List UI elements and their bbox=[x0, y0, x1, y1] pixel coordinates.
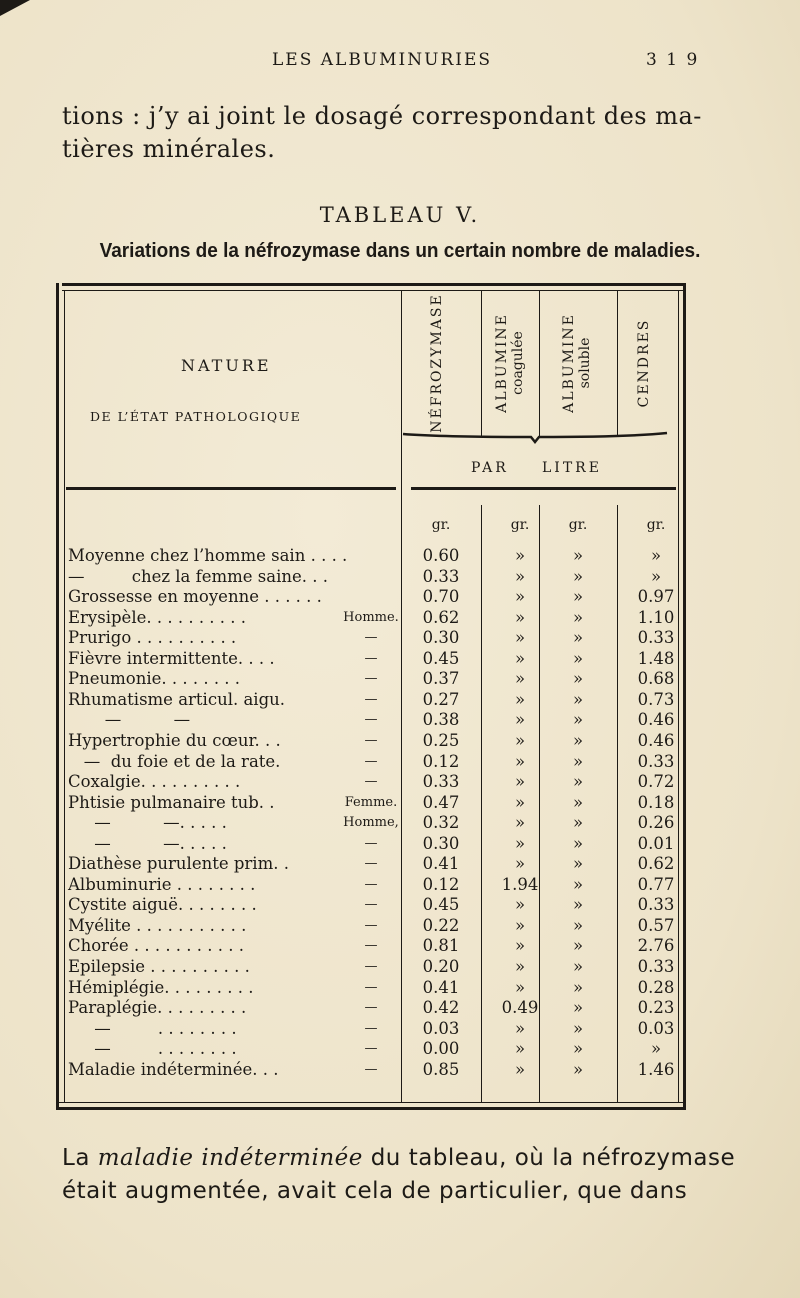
value-albumine-coagulee: » bbox=[514, 813, 526, 833]
row-disease-name: Fièvre intermittente. . . . bbox=[68, 648, 275, 668]
value-nefrozymase: 0.60 bbox=[422, 546, 460, 565]
row-sex-note: — bbox=[364, 774, 378, 790]
value-albumine-coagulee: » bbox=[514, 566, 526, 586]
row-sex-note: — bbox=[364, 1000, 378, 1016]
table-row bbox=[66, 895, 676, 916]
value-nefrozymase: 0.27 bbox=[422, 689, 460, 709]
row-disease-name: Albuminurie . . . . . . . . bbox=[68, 874, 256, 894]
value-albumine-coagulee: » bbox=[514, 710, 526, 730]
table-row bbox=[66, 936, 676, 957]
value-nefrozymase: 0.32 bbox=[422, 813, 460, 833]
value-nefrozymase: 0.62 bbox=[422, 607, 460, 627]
value-albumine-soluble: » bbox=[572, 566, 584, 586]
table-row bbox=[66, 669, 676, 690]
value-albumine-soluble: » bbox=[572, 1059, 584, 1079]
row-sex-note: — bbox=[364, 917, 378, 933]
header-rule bbox=[411, 487, 676, 490]
table-row bbox=[66, 978, 676, 999]
table-row bbox=[66, 875, 676, 896]
value-albumine-soluble: » bbox=[572, 936, 584, 956]
table-border bbox=[56, 1102, 686, 1103]
value-albumine-soluble: » bbox=[572, 874, 584, 894]
table-row bbox=[66, 587, 676, 608]
header-pathological-state: DE L’ÉTAT PATHOLOGIQUE bbox=[90, 409, 302, 424]
value-albumine-coagulee: 1.94 bbox=[501, 874, 539, 894]
value-albumine-coagulee: » bbox=[514, 587, 526, 607]
value-nefrozymase: 0.81 bbox=[422, 936, 460, 956]
row-disease-name: — —. . . . . bbox=[68, 833, 227, 853]
row-sex-note: — bbox=[364, 1020, 378, 1036]
corner-ink-mark bbox=[0, 0, 30, 16]
value-nefrozymase: 0.25 bbox=[422, 730, 460, 750]
value-cendres: 0.46 bbox=[637, 730, 675, 750]
row-disease-name: Chorée . . . . . . . . . . . bbox=[68, 936, 244, 956]
value-albumine-coagulee: » bbox=[514, 936, 526, 956]
intro-paragraph bbox=[62, 100, 702, 166]
row-disease-name: — chez la femme saine. . . bbox=[68, 566, 329, 586]
value-nefrozymase: 0.12 bbox=[422, 874, 460, 894]
row-sex-note: — bbox=[364, 630, 378, 646]
value-albumine-soluble: » bbox=[572, 1018, 584, 1038]
value-albumine-soluble: » bbox=[572, 792, 584, 812]
value-cendres: 0.33 bbox=[637, 895, 675, 915]
value-albumine-coagulee: » bbox=[514, 689, 526, 709]
data-table bbox=[56, 283, 686, 1110]
value-cendres: 0.33 bbox=[637, 957, 675, 976]
value-nefrozymase: 0.20 bbox=[422, 957, 460, 976]
value-nefrozymase: 0.30 bbox=[422, 833, 460, 853]
row-disease-name: Hypertrophie du cœur. . . bbox=[68, 730, 281, 750]
table-border bbox=[62, 290, 686, 291]
row-disease-name: Diathèse purulente prim. . bbox=[68, 854, 289, 874]
row-sex-note: — bbox=[364, 753, 378, 769]
value-nefrozymase: 0.42 bbox=[422, 998, 460, 1018]
value-nefrozymase: 0.37 bbox=[422, 669, 460, 689]
table-row bbox=[66, 752, 676, 773]
value-cendres: 0.01 bbox=[637, 833, 675, 853]
value-albumine-coagulee: » bbox=[514, 792, 526, 812]
value-nefrozymase: 0.41 bbox=[422, 977, 460, 997]
value-cendres: 1.46 bbox=[637, 1059, 675, 1079]
value-cendres: 0.18 bbox=[637, 792, 675, 812]
row-sex-note: Homme, bbox=[343, 815, 399, 831]
value-cendres: 1.10 bbox=[637, 607, 675, 627]
row-disease-name: Grossesse en moyenne . . . . . . bbox=[68, 587, 322, 607]
outro-line: La maladie indéterminée du tableau, où la néfrozymase bbox=[62, 1145, 736, 1171]
value-cendres: 0.77 bbox=[637, 874, 675, 894]
value-nefrozymase: 0.38 bbox=[422, 710, 460, 730]
value-nefrozymase: 0.70 bbox=[422, 587, 460, 607]
table-row bbox=[66, 916, 676, 937]
table-row bbox=[66, 793, 676, 814]
value-nefrozymase: 0.12 bbox=[422, 751, 460, 771]
value-albumine-soluble: » bbox=[572, 710, 584, 730]
value-cendres: 2.76 bbox=[637, 936, 675, 956]
value-albumine-soluble: » bbox=[572, 669, 584, 689]
row-sex-note: — bbox=[364, 897, 378, 913]
table-caption: Variations de la néfrozymase dans un certain nombre de maladies. bbox=[99, 240, 701, 262]
value-albumine-soluble: » bbox=[572, 998, 584, 1018]
value-albumine-coagulee: » bbox=[514, 607, 526, 627]
table-row bbox=[66, 1019, 676, 1040]
unit-label: gr. bbox=[568, 517, 588, 533]
italic-term: maladie indéterminée bbox=[97, 1145, 363, 1171]
unit-label: gr. bbox=[431, 517, 451, 533]
row-disease-name: — du foie et de la rate. bbox=[68, 751, 281, 771]
value-cendres: 0.46 bbox=[637, 710, 675, 730]
row-sex-note: — bbox=[364, 856, 378, 872]
table-title: TABLEAU V. bbox=[319, 203, 481, 227]
value-cendres: » bbox=[650, 566, 662, 586]
value-cendres: 0.33 bbox=[637, 751, 675, 771]
row-disease-name: Coxalgie. . . . . . . . . . bbox=[68, 772, 241, 792]
row-sex-note: — bbox=[364, 712, 378, 728]
value-nefrozymase: 0.03 bbox=[422, 1018, 460, 1038]
value-cendres: 0.33 bbox=[637, 628, 675, 648]
value-cendres: 0.57 bbox=[637, 915, 675, 935]
value-nefrozymase: 0.41 bbox=[422, 854, 460, 874]
unit-label: gr. bbox=[510, 517, 530, 533]
value-albumine-coagulee: » bbox=[514, 751, 526, 771]
value-cendres: 0.73 bbox=[637, 689, 675, 709]
table-border bbox=[64, 291, 65, 1102]
row-sex-note: — bbox=[364, 691, 378, 707]
row-disease-name: Pneumonie. . . . . . . . bbox=[68, 669, 241, 689]
value-nefrozymase: 0.00 bbox=[422, 1039, 460, 1059]
value-cendres: 0.72 bbox=[637, 772, 675, 792]
value-albumine-coagulee: » bbox=[514, 915, 526, 935]
value-cendres: 0.97 bbox=[637, 587, 675, 607]
table-row bbox=[66, 998, 676, 1019]
row-sex-note: — bbox=[364, 732, 378, 748]
table-border bbox=[56, 1107, 686, 1110]
value-nefrozymase: 0.85 bbox=[422, 1059, 460, 1079]
table-border bbox=[62, 283, 686, 286]
row-sex-note: — bbox=[364, 979, 378, 995]
row-sex-note: — bbox=[364, 835, 378, 851]
table-row bbox=[66, 649, 676, 670]
value-albumine-soluble: » bbox=[572, 895, 584, 915]
value-albumine-coagulee: » bbox=[514, 730, 526, 750]
value-albumine-soluble: » bbox=[572, 772, 584, 792]
value-nefrozymase: 0.22 bbox=[422, 915, 460, 935]
value-nefrozymase: 0.30 bbox=[422, 628, 460, 648]
intro-line: tions : j’y ai joint le dosagé correspondant des ma- bbox=[62, 102, 702, 130]
value-albumine-soluble: » bbox=[572, 1039, 584, 1059]
table-row bbox=[66, 567, 676, 588]
row-disease-name: Prurigo . . . . . . . . . . bbox=[68, 628, 237, 648]
value-albumine-soluble: » bbox=[572, 546, 584, 565]
row-disease-name: Cystite aiguë. . . . . . . . bbox=[68, 895, 257, 915]
value-cendres: 0.26 bbox=[637, 813, 675, 833]
row-sex-note: — bbox=[364, 671, 378, 687]
table-row bbox=[66, 608, 676, 629]
value-albumine-coagulee: » bbox=[514, 957, 526, 976]
value-albumine-soluble: » bbox=[572, 587, 584, 607]
row-sex-note: — bbox=[364, 1061, 378, 1077]
row-disease-name: Epilepsie . . . . . . . . . . bbox=[68, 957, 250, 976]
page-number: 3 1 9 bbox=[646, 50, 700, 70]
value-albumine-coagulee: » bbox=[514, 628, 526, 648]
column-header-albumine-coagulee: ALBUMINE coagulée bbox=[494, 313, 526, 413]
value-albumine-soluble: » bbox=[572, 915, 584, 935]
value-albumine-coagulee: » bbox=[514, 1059, 526, 1079]
row-sex-note: — bbox=[364, 938, 378, 954]
row-sex-note: — bbox=[364, 650, 378, 666]
value-albumine-coagulee: » bbox=[514, 648, 526, 668]
value-albumine-coagulee: » bbox=[514, 833, 526, 853]
column-header-cendres: CENDRES bbox=[636, 318, 652, 408]
value-cendres: 0.62 bbox=[637, 854, 675, 874]
value-nefrozymase: 0.47 bbox=[422, 792, 460, 812]
value-albumine-soluble: » bbox=[572, 833, 584, 853]
value-albumine-coagulee: » bbox=[514, 546, 526, 565]
par-litre-label: PAR bbox=[471, 460, 509, 476]
table-row bbox=[66, 628, 676, 649]
value-albumine-coagulee: 0.49 bbox=[501, 998, 539, 1018]
table-row bbox=[66, 1060, 676, 1081]
value-albumine-coagulee: » bbox=[514, 895, 526, 915]
column-header-nefrozymase: NÉFROZYMASE bbox=[429, 293, 445, 433]
value-nefrozymase: 0.33 bbox=[422, 566, 460, 586]
value-albumine-soluble: » bbox=[572, 648, 584, 668]
row-disease-name: Phtisie pulmanaire tub. . bbox=[68, 792, 275, 812]
row-disease-name: Myélite . . . . . . . . . . . bbox=[68, 915, 247, 935]
row-disease-name: — . . . . . . . . bbox=[68, 1039, 237, 1059]
outro-line: était augmentée, avait cela de particulier, que dans bbox=[62, 1178, 688, 1204]
value-cendres: 1.48 bbox=[637, 648, 675, 668]
value-albumine-soluble: » bbox=[572, 607, 584, 627]
running-title: LES ALBUMINURIES bbox=[272, 50, 493, 70]
value-albumine-soluble: » bbox=[572, 854, 584, 874]
value-cendres: » bbox=[650, 546, 662, 565]
value-cendres: 0.23 bbox=[637, 998, 675, 1018]
intro-line: tières minérales. bbox=[62, 135, 276, 163]
value-nefrozymase: 0.45 bbox=[422, 895, 460, 915]
value-nefrozymase: 0.45 bbox=[422, 648, 460, 668]
brace-rule bbox=[401, 431, 669, 445]
row-disease-name: Rhumatisme articul. aigu. bbox=[68, 689, 286, 709]
table-row bbox=[66, 710, 676, 731]
value-albumine-coagulee: » bbox=[514, 1039, 526, 1059]
value-albumine-soluble: » bbox=[572, 628, 584, 648]
value-albumine-soluble: » bbox=[572, 813, 584, 833]
row-sex-note: Femme. bbox=[344, 794, 398, 810]
value-albumine-soluble: » bbox=[572, 751, 584, 771]
row-sex-note: — bbox=[364, 876, 378, 892]
value-cendres: 0.28 bbox=[637, 977, 675, 997]
table-row bbox=[66, 731, 676, 752]
table-row bbox=[66, 690, 676, 711]
row-disease-name: Paraplégie. . . . . . . . . bbox=[68, 998, 247, 1018]
value-albumine-coagulee: » bbox=[514, 669, 526, 689]
value-albumine-soluble: » bbox=[572, 977, 584, 997]
value-cendres: » bbox=[650, 1039, 662, 1059]
table-row bbox=[66, 772, 676, 793]
table-border bbox=[56, 283, 59, 1110]
row-disease-name: — . . . . . . . . bbox=[68, 1018, 237, 1038]
column-header-albumine-soluble: ALBUMINE soluble bbox=[561, 313, 593, 413]
value-albumine-soluble: » bbox=[572, 689, 584, 709]
value-cendres: 0.03 bbox=[637, 1018, 675, 1038]
value-albumine-coagulee: » bbox=[514, 772, 526, 792]
table-row bbox=[66, 546, 676, 567]
row-sex-note: Homme. bbox=[343, 609, 399, 625]
value-albumine-coagulee: » bbox=[514, 1018, 526, 1038]
row-disease-name: — —. . . . . bbox=[68, 813, 227, 833]
value-albumine-coagulee: » bbox=[514, 854, 526, 874]
table-row bbox=[66, 834, 676, 855]
par-litre-label: LITRE bbox=[542, 460, 602, 476]
value-cendres: 0.68 bbox=[637, 669, 675, 689]
table-row bbox=[66, 813, 676, 834]
row-disease-name: Moyenne chez l’homme sain . . . . bbox=[68, 546, 348, 565]
table-row bbox=[66, 1039, 676, 1060]
value-nefrozymase: 0.33 bbox=[422, 772, 460, 792]
row-disease-name: — — bbox=[68, 710, 191, 730]
table-row bbox=[66, 957, 676, 978]
table-row bbox=[66, 854, 676, 875]
header-nature: NATURE bbox=[181, 356, 272, 375]
row-disease-name: Erysipèle. . . . . . . . . . bbox=[68, 607, 247, 627]
value-albumine-soluble: » bbox=[572, 957, 584, 976]
value-albumine-soluble: » bbox=[572, 730, 584, 750]
unit-label: gr. bbox=[646, 517, 666, 533]
row-sex-note: — bbox=[364, 1041, 378, 1057]
outro-paragraph bbox=[62, 1142, 735, 1208]
row-disease-name: Maladie indéterminée. . . bbox=[68, 1059, 279, 1079]
row-disease-name: Hémiplégie. . . . . . . . . bbox=[68, 977, 254, 997]
row-sex-note: — bbox=[364, 959, 378, 974]
value-albumine-coagulee: » bbox=[514, 977, 526, 997]
header-rule bbox=[66, 487, 396, 490]
